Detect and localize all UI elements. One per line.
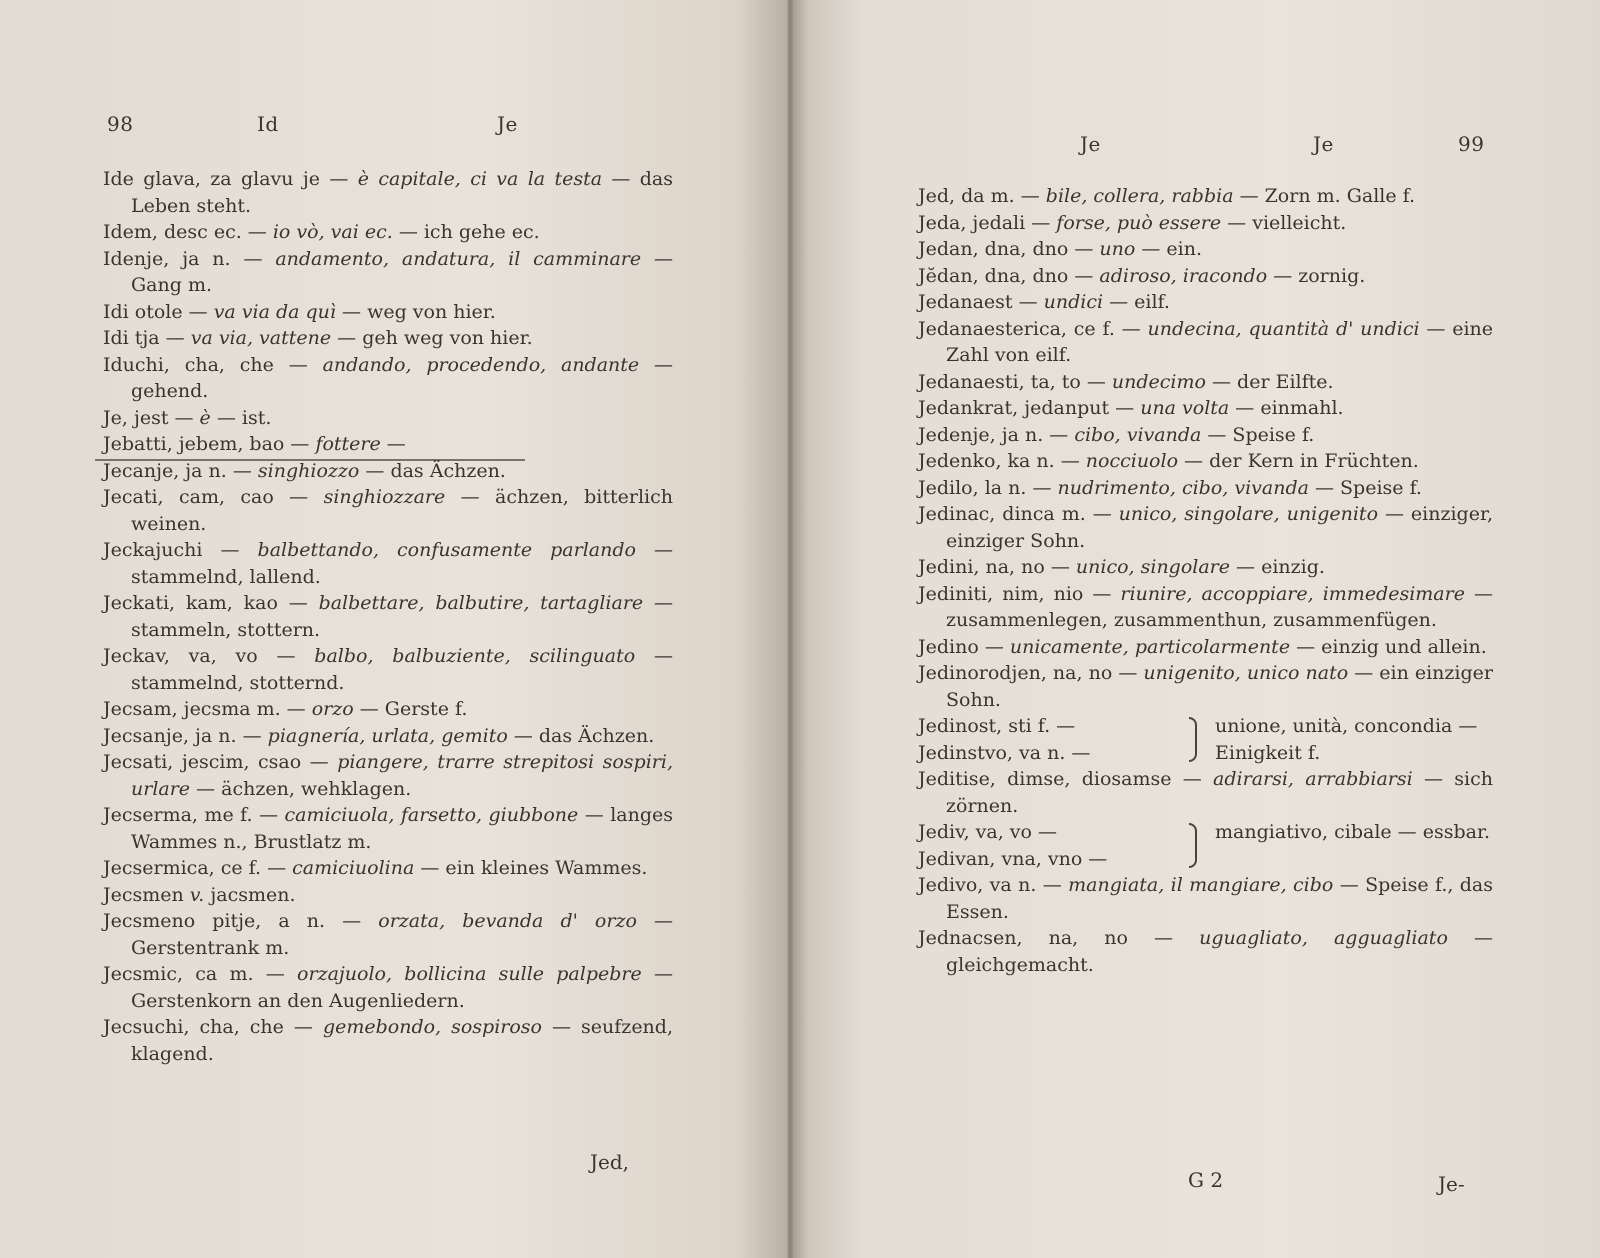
entry-german-gloss: — geh weg von hier. bbox=[331, 327, 533, 349]
entry-headword: Jĕdan, dna, dno — bbox=[918, 264, 1100, 287]
entry-italian-gloss: camiciuolina bbox=[292, 857, 415, 879]
entry-italian-gloss: nudrimento, cibo, vivanda bbox=[1057, 476, 1309, 499]
entry-german-gloss: — Gerste f. bbox=[353, 698, 468, 720]
entry-german-gloss: — Gerstenkorn an den Augenliedern. bbox=[131, 963, 673, 1012]
entry-headword: Jedanaesti, ta, to — bbox=[918, 370, 1112, 393]
dictionary-entry bbox=[103, 431, 673, 458]
entry-italian-gloss: va via, vattene bbox=[190, 327, 332, 349]
entry-headword: Jebatti, jebem, bao — bbox=[103, 433, 316, 455]
entry-german-gloss: — einzig. bbox=[1230, 556, 1325, 578]
entry-german-gloss: — der Eilfte. bbox=[1205, 370, 1334, 393]
entry-headword: Jecsmeno pitje, a n. — bbox=[103, 910, 379, 932]
curly-brace bbox=[1183, 819, 1207, 872]
entry-german-gloss: — ein kleines Wammes. bbox=[414, 857, 648, 879]
right-entry-list bbox=[918, 183, 1493, 978]
dictionary-entry bbox=[103, 961, 673, 1014]
entry-german-gloss: jacsmen. bbox=[204, 883, 296, 906]
entry-italian-gloss: v. bbox=[189, 883, 205, 906]
entry-italian-gloss: riunire, accoppiare, immedesimare bbox=[1120, 582, 1465, 605]
entry-italian-gloss: cibo, vivanda bbox=[1074, 423, 1202, 446]
entry-headword: Jedenko, ka n. — bbox=[918, 450, 1086, 472]
entry-italian-gloss: orzajuolo, bollicina sulle palpebre bbox=[297, 963, 642, 985]
group-headword: Jediv, va, vo — bbox=[918, 821, 1058, 843]
entry-headword: Jeckati, kam, kao — bbox=[103, 592, 319, 614]
entry-headword: Jedan, dna, dno — bbox=[918, 238, 1100, 260]
entry-headword: Jednacsen, na, no — bbox=[918, 927, 1200, 949]
entry-italian-gloss: fottere bbox=[315, 433, 381, 455]
entry-italian-gloss: orzo bbox=[311, 698, 354, 720]
entry-italian-gloss: balbo, balbuziente, scilinguato bbox=[314, 645, 636, 667]
entry-italian-gloss: andando, procedendo, andante bbox=[322, 353, 640, 376]
entry-german-gloss: — Gang m. bbox=[131, 247, 673, 296]
entry-italian-gloss: andamento, andatura, il camminare bbox=[275, 247, 642, 270]
left-page bbox=[95, 0, 695, 1258]
right-catchword: Je- bbox=[1438, 1172, 1465, 1196]
dictionary-entry bbox=[918, 395, 1493, 422]
entry-german-gloss: — sich zörnen. bbox=[946, 768, 1493, 817]
entry-german-gloss: — Speise f. bbox=[1308, 476, 1422, 499]
entry-headword: Jediniti, nim, nio — bbox=[918, 582, 1121, 605]
dictionary-entry bbox=[918, 316, 1493, 369]
entry-italian-gloss: è capitale, ci va la testa bbox=[357, 168, 603, 190]
entry-italian-gloss: camiciuola, farsetto, giubbone bbox=[284, 804, 579, 826]
left-running-head-left: Id bbox=[257, 112, 279, 136]
entry-german-gloss: — langes Wammes n., Brustlatz m. bbox=[131, 804, 673, 853]
bracketed-entry-group bbox=[918, 819, 1493, 872]
entry-headword: Iduchi, cha, che — bbox=[103, 353, 323, 376]
entry-headword: Ide glava, za glavu je — bbox=[103, 168, 358, 190]
entry-german-gloss: — Speise f. bbox=[1201, 423, 1315, 446]
entry-german-gloss: — eine Zahl von eilf. bbox=[946, 317, 1493, 366]
entry-italian-gloss: orzata, bevanda d' orzo bbox=[378, 910, 637, 932]
entry-headword: Jedankrat, jedanput — bbox=[918, 397, 1141, 419]
entry-german-gloss: — das Ächzen. bbox=[507, 724, 655, 747]
entry-italian-gloss: undecina, quantità d' undici bbox=[1147, 317, 1420, 340]
dictionary-entry bbox=[918, 183, 1493, 210]
book-gutter bbox=[787, 0, 793, 1258]
entry-german-gloss: — gehend. bbox=[131, 353, 673, 402]
entry-italian-gloss: nocciuolo bbox=[1085, 450, 1179, 472]
entry-german-gloss: — stammelnd, lallend. bbox=[131, 539, 673, 588]
left-entry-list bbox=[103, 166, 673, 1067]
group-headword: Jedinost, sti f. — bbox=[918, 715, 1076, 737]
entry-italian-gloss: uguagliato, agguagliato bbox=[1199, 927, 1448, 949]
dictionary-entry bbox=[103, 882, 673, 909]
entry-german-gloss: — ächzen, bitterlich weinen. bbox=[131, 486, 674, 535]
entry-german-gloss: — der Kern in Früchten. bbox=[1178, 450, 1419, 472]
dictionary-entry bbox=[103, 166, 673, 219]
group-gloss bbox=[1207, 819, 1493, 872]
entry-headword: Jecsmen bbox=[103, 883, 190, 906]
entry-headword: Jed, da m. — bbox=[918, 185, 1046, 207]
dictionary-entry bbox=[103, 696, 673, 723]
entry-headword: Jecsam, jecsma m. — bbox=[103, 698, 312, 720]
right-page-number: 99 bbox=[1458, 132, 1485, 156]
dictionary-entry bbox=[918, 925, 1493, 978]
entry-german-gloss: — bbox=[380, 433, 406, 455]
entry-german-gloss: — zornig. bbox=[1267, 264, 1366, 287]
entry-german-gloss: — weg von hier. bbox=[336, 300, 496, 323]
dictionary-entry bbox=[103, 405, 673, 432]
dictionary-entry bbox=[103, 325, 673, 352]
left-running-head-right: Je bbox=[497, 112, 518, 136]
entry-headword: Jecanje, ja n. — bbox=[103, 459, 258, 482]
left-page-header bbox=[107, 112, 607, 146]
entry-headword: Jecati, cam, cao — bbox=[103, 486, 324, 508]
group-headwords bbox=[918, 819, 1183, 872]
group-headwords bbox=[918, 713, 1183, 766]
dictionary-entry bbox=[918, 872, 1493, 925]
entry-headword: Jedanaest — bbox=[918, 291, 1044, 313]
entry-german-gloss: — das Ächzen. bbox=[359, 459, 506, 482]
entry-italian-gloss: unigenito, unico nato bbox=[1143, 662, 1349, 684]
entry-german-gloss: — gleichgemacht. bbox=[946, 927, 1493, 976]
dictionary-entry bbox=[103, 643, 673, 696]
entry-italian-gloss: undici bbox=[1043, 291, 1104, 313]
dictionary-entry bbox=[103, 1014, 673, 1067]
entry-german-gloss: — stammelnd, stotternd. bbox=[131, 645, 673, 694]
dictionary-entry bbox=[103, 908, 673, 961]
dictionary-entry bbox=[103, 458, 673, 485]
dictionary-entry bbox=[918, 448, 1493, 475]
group-headword: Jedivan, vna, vno — bbox=[918, 847, 1108, 870]
entry-headword: Jedenje, ja n. — bbox=[918, 423, 1075, 446]
right-running-head-right: Je bbox=[1313, 132, 1334, 156]
dictionary-entry bbox=[103, 537, 673, 590]
entry-headword: Jedino — bbox=[918, 635, 1010, 658]
entry-italian-gloss: mangiata, il mangiare, cibo bbox=[1068, 874, 1334, 896]
entry-headword: Jecsuchi, cha, che — bbox=[103, 1016, 323, 1038]
entry-italian-gloss: io vò, vai ec. bbox=[272, 221, 393, 243]
dictionary-entry bbox=[918, 210, 1493, 237]
entry-german-gloss: — eilf. bbox=[1103, 291, 1170, 313]
entry-german-gloss: — stammeln, stottern. bbox=[131, 592, 673, 641]
entry-italian-gloss: uno bbox=[1099, 238, 1136, 260]
dictionary-entry bbox=[103, 219, 673, 246]
bracketed-entry-group bbox=[918, 713, 1493, 766]
group-headword: Jedinstvo, va n. — bbox=[918, 741, 1091, 764]
entry-headword: Jedinorodjen, na, no — bbox=[918, 662, 1144, 684]
entry-german-gloss: — Speise f., das Essen. bbox=[946, 874, 1494, 923]
entry-headword: Idenje, ja n. — bbox=[103, 247, 276, 270]
group-german-gloss: — essbar. bbox=[1391, 821, 1490, 843]
dictionary-entry bbox=[103, 484, 673, 537]
entry-italian-gloss: va via da quì bbox=[213, 300, 336, 323]
dictionary-entry bbox=[103, 855, 673, 882]
right-page-header bbox=[918, 132, 1488, 166]
entry-italian-gloss: undecimo bbox=[1111, 370, 1206, 393]
dictionary-entry bbox=[103, 749, 673, 802]
entry-italian-gloss: bile, collera, rabbia bbox=[1045, 185, 1234, 207]
right-page bbox=[918, 0, 1500, 1258]
entry-german-gloss: — einmahl. bbox=[1229, 397, 1344, 419]
entry-italian-gloss: adiroso, iracondo bbox=[1099, 264, 1268, 287]
dictionary-entry bbox=[918, 475, 1493, 502]
entry-headword: Jecsmic, ca m. — bbox=[103, 963, 298, 985]
entry-german-gloss: — zusammenlegen, zusammenthun, zusammenfügen. bbox=[946, 582, 1493, 631]
entry-headword: Je, jest — bbox=[103, 406, 200, 429]
entry-headword: Jecsermica, ce f. — bbox=[103, 857, 293, 879]
entry-italian-gloss: gemebondo, sospiroso bbox=[322, 1016, 542, 1038]
entry-headword: Jeditise, dimse, diosamse — bbox=[918, 768, 1214, 790]
dictionary-entry bbox=[918, 554, 1493, 581]
dictionary-entry bbox=[918, 660, 1493, 713]
entry-headword: Idem, desc ec. — bbox=[103, 221, 273, 243]
entry-headword: Jedanaesterica, ce f. — bbox=[918, 317, 1148, 340]
curly-brace bbox=[1183, 713, 1207, 766]
entry-headword: Idi otole — bbox=[103, 300, 214, 323]
group-italian-gloss: unione, unità, concondia bbox=[1215, 715, 1453, 737]
entry-italian-gloss: unicamente, particolarmente bbox=[1009, 635, 1291, 658]
group-gloss bbox=[1207, 713, 1493, 766]
entry-italian-gloss: balbettando, confusamente parlando bbox=[257, 539, 636, 561]
entry-german-gloss: — einziger, einziger Sohn. bbox=[946, 503, 1494, 552]
entry-italian-gloss: singhiozzare bbox=[323, 486, 446, 508]
right-running-head-left: Je bbox=[1080, 132, 1101, 156]
entry-italian-gloss: singhiozzo bbox=[257, 459, 360, 482]
dictionary-entry bbox=[918, 581, 1493, 634]
entry-headword: Jedini, na, no — bbox=[918, 556, 1076, 578]
entry-italian-gloss: balbettare, balbutire, tartagliare bbox=[318, 592, 644, 614]
entry-italian-gloss: unico, singolare, unigenito bbox=[1118, 503, 1379, 525]
entry-german-gloss: — Zorn m. Galle f. bbox=[1233, 185, 1416, 207]
entry-german-gloss: — ächzen, wehklagen. bbox=[190, 777, 412, 800]
dictionary-entry bbox=[918, 422, 1493, 449]
right-signature-mark: G 2 bbox=[1188, 1168, 1224, 1192]
dictionary-entry bbox=[918, 263, 1493, 290]
entry-headword: Jedilo, la n. — bbox=[918, 476, 1058, 499]
dictionary-entry bbox=[918, 236, 1493, 263]
entry-headword: Jeckajuchi — bbox=[103, 539, 258, 561]
entry-headword: Jedivo, va n. — bbox=[918, 874, 1069, 896]
entry-italian-gloss: è bbox=[199, 406, 211, 429]
entry-german-gloss: — das Leben steht. bbox=[131, 168, 673, 217]
entry-german-gloss: — einzig und allein. bbox=[1290, 635, 1487, 658]
entry-german-gloss: — ein einziger Sohn. bbox=[946, 662, 1493, 711]
entry-italian-gloss: piagnería, urlata, gemito bbox=[267, 724, 508, 747]
entry-german-gloss: — vielleicht. bbox=[1221, 211, 1347, 234]
entry-headword: Jecsanje, ja n. — bbox=[103, 724, 268, 747]
dictionary-entry bbox=[918, 289, 1493, 316]
left-catchword: Jed, bbox=[590, 1150, 630, 1174]
entry-italian-gloss: una volta bbox=[1140, 397, 1230, 419]
dictionary-entry bbox=[103, 299, 673, 326]
entry-italian-gloss: forse, può essere bbox=[1056, 211, 1222, 234]
dictionary-entry bbox=[918, 501, 1493, 554]
entry-italian-gloss: unico, singolare bbox=[1075, 556, 1231, 578]
dictionary-entry bbox=[103, 352, 673, 405]
entry-italian-gloss: piangere, trarre strepitosi sospiri, urlare bbox=[131, 751, 673, 800]
dictionary-entry bbox=[103, 590, 673, 643]
group-german-gloss: — Einigkeit f. bbox=[1215, 715, 1478, 764]
entry-german-gloss: — Gerstentrank m. bbox=[131, 910, 673, 959]
entry-german-gloss: — ich gehe ec. bbox=[392, 221, 540, 243]
dictionary-entry bbox=[918, 766, 1493, 819]
dictionary-entry bbox=[103, 723, 673, 750]
dictionary-entry bbox=[103, 802, 673, 855]
left-page-number: 98 bbox=[107, 112, 134, 136]
entry-german-gloss: — ist. bbox=[210, 406, 272, 429]
dictionary-entry bbox=[918, 634, 1493, 661]
dictionary-entry bbox=[103, 246, 673, 299]
entry-headword: Jecserma, me f. — bbox=[103, 804, 285, 826]
dictionary-entry bbox=[918, 369, 1493, 396]
entry-german-gloss: — seufzend, klagend. bbox=[131, 1016, 673, 1065]
entry-italian-gloss: adirarsi, arrabbiarsi bbox=[1213, 768, 1413, 790]
entry-headword: Idi tja — bbox=[103, 327, 191, 349]
entry-german-gloss: — ein. bbox=[1135, 238, 1202, 260]
entry-headword: Jedinac, dinca m. — bbox=[918, 503, 1119, 525]
entry-headword: Jeckav, va, vo — bbox=[103, 645, 315, 667]
entry-headword: Jecsati, jescim, csao — bbox=[103, 751, 338, 773]
entry-headword: Jeda, jedali — bbox=[918, 211, 1057, 234]
group-italian-gloss: mangiativo, cibale bbox=[1215, 821, 1392, 843]
